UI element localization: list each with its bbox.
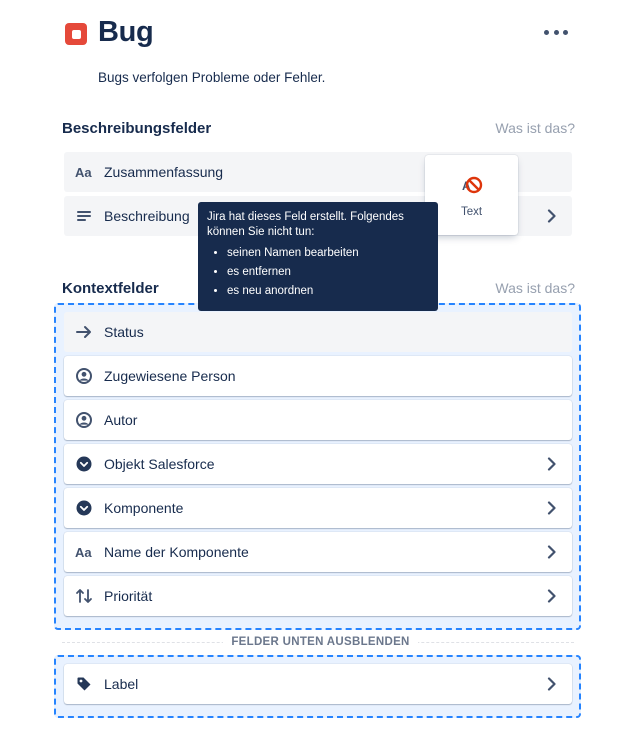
restriction-tooltip bbox=[198, 202, 438, 311]
field-label: Label bbox=[104, 676, 139, 692]
field-label: Status bbox=[104, 324, 144, 340]
field-name-der-komponente[interactable] bbox=[64, 532, 572, 572]
more-dot-icon bbox=[554, 30, 559, 35]
field-label: Autor bbox=[104, 412, 138, 428]
issue-type-title: Bug bbox=[98, 16, 154, 48]
chevron-right-icon[interactable] bbox=[532, 677, 572, 691]
context-fields-heading: Kontextfelder bbox=[62, 280, 159, 297]
more-dot-icon bbox=[563, 30, 568, 35]
more-actions-button[interactable] bbox=[544, 30, 568, 36]
priority-arrows-icon bbox=[64, 588, 104, 604]
field-type-popover bbox=[425, 155, 518, 235]
field-label: Zugewiesene Person bbox=[104, 368, 236, 384]
tooltip-heading: Jira hat dieses Feld erstellt. Folgendes können Sie nicht tun: bbox=[207, 211, 404, 238]
chevron-right-icon[interactable] bbox=[532, 457, 572, 471]
tooltip-item: • seinen Namen bearbeiten bbox=[227, 246, 429, 261]
tooltip-item: • es neu anordnen bbox=[227, 284, 429, 299]
field-zugewiesene-person[interactable] bbox=[64, 356, 572, 396]
paragraph-lines-icon bbox=[64, 209, 104, 223]
chevron-right-icon[interactable] bbox=[532, 501, 572, 515]
svg-text:A: A bbox=[461, 179, 471, 193]
field-autor[interactable] bbox=[64, 400, 572, 440]
field-prioritaet[interactable] bbox=[64, 576, 572, 616]
not-allowed-icon bbox=[460, 175, 484, 200]
tooltip-item: • es entfernen bbox=[227, 265, 429, 280]
hidden-fields-divider bbox=[0, 636, 641, 648]
chevron-right-icon[interactable] bbox=[532, 209, 572, 223]
description-fields-heading: Beschreibungsfelder bbox=[62, 120, 212, 137]
popover-label: Text bbox=[460, 206, 483, 218]
chevron-right-icon[interactable] bbox=[532, 545, 572, 559]
user-avatar-icon bbox=[64, 368, 104, 384]
text-aa-icon bbox=[64, 165, 104, 179]
text-aa-icon bbox=[64, 545, 104, 559]
field-label: Zusammenfassung bbox=[104, 164, 224, 180]
tag-icon bbox=[64, 676, 104, 692]
field-label: Name der Komponente bbox=[104, 544, 249, 560]
dropdown-circle-icon bbox=[64, 456, 104, 472]
dropdown-circle-icon bbox=[64, 500, 104, 516]
bug-issue-type-icon bbox=[65, 23, 87, 45]
tooltip-list bbox=[207, 246, 429, 299]
field-label: Objekt Salesforce bbox=[104, 456, 215, 472]
hidden-fields-divider-label: FELDER UNTEN AUSBLENDEN bbox=[223, 636, 417, 648]
field-objekt-salesforce[interactable] bbox=[64, 444, 572, 484]
more-dot-icon bbox=[544, 30, 549, 35]
issue-type-description: Bugs verfolgen Probleme oder Fehler. bbox=[98, 70, 326, 85]
svg-text:Aa: Aa bbox=[75, 165, 92, 179]
context-fields-help-link[interactable]: Was ist das? bbox=[495, 280, 575, 296]
field-label: Komponente bbox=[104, 500, 184, 516]
field-komponente[interactable] bbox=[64, 488, 572, 528]
svg-text:Aa: Aa bbox=[75, 545, 92, 559]
field-status[interactable] bbox=[64, 312, 572, 352]
chevron-right-icon[interactable] bbox=[532, 589, 572, 603]
field-label: Beschreibung bbox=[104, 208, 190, 224]
field-label-tags[interactable] bbox=[64, 664, 572, 704]
user-avatar-icon bbox=[64, 412, 104, 428]
arrow-right-icon bbox=[64, 325, 104, 339]
field-label: Priorität bbox=[104, 588, 153, 604]
description-fields-help-link[interactable]: Was ist das? bbox=[495, 120, 575, 136]
